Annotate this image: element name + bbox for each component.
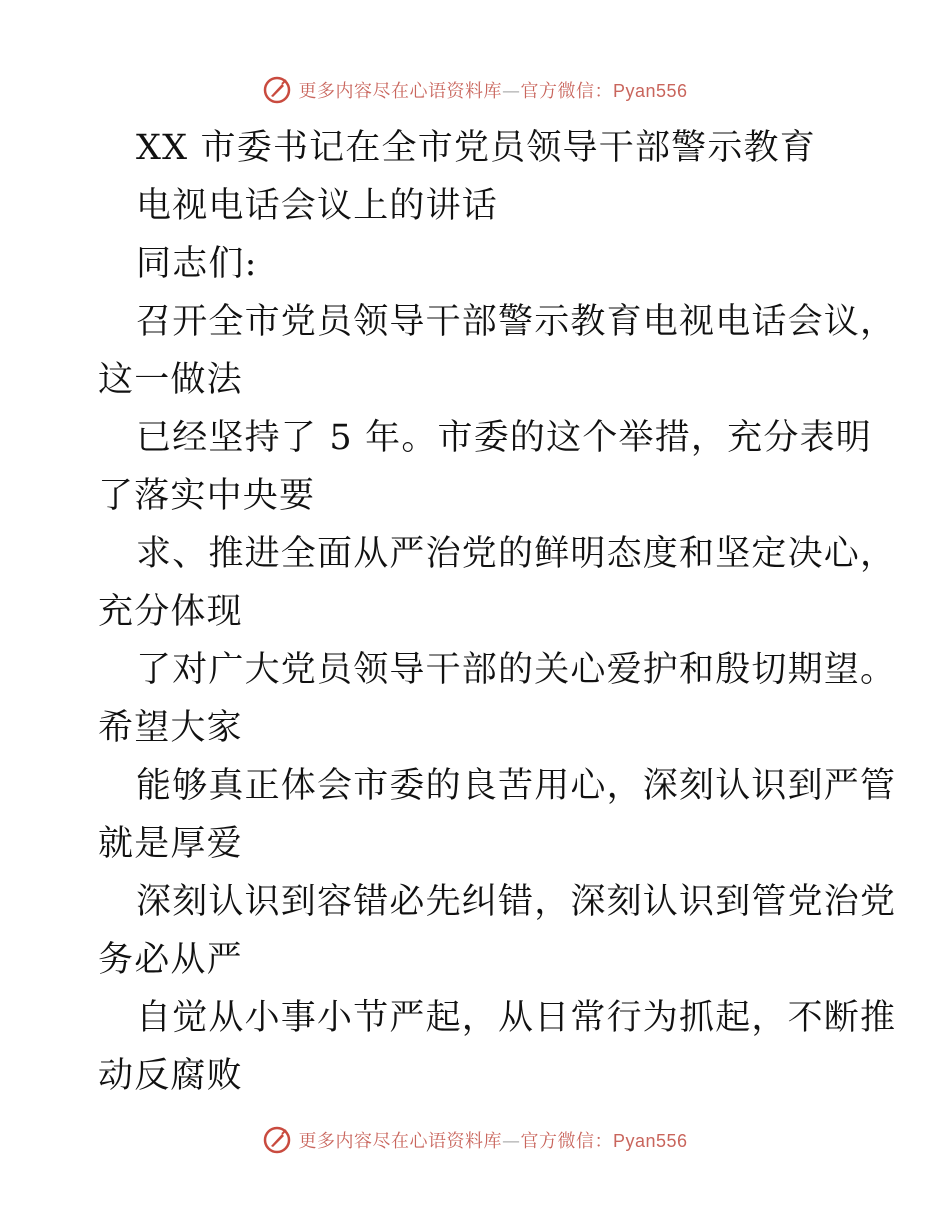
paragraph-line: 自觉从小事小节严起，从日常行为抓起，不断推 (136, 998, 897, 1038)
paragraph-line: 就是厚爱 (98, 824, 243, 864)
paragraph-line: 能够真正体会市委的良苦用心，深刻认识到严管 (136, 766, 897, 806)
paragraph-line: 求、推进全面从严治党的鲜明态度和坚定决心， (136, 534, 897, 574)
paragraph-line: 深刻认识到容错必先纠错，深刻认识到管党治党 (136, 882, 897, 922)
paragraph-line: 召开全市党员领导干部警示教育电视电话会议， (136, 302, 897, 342)
paragraph-line: 希望大家 (98, 708, 243, 748)
watermark-dash: — (501, 1131, 521, 1152)
paragraph-line: 了对广大党员领导干部的关心爱护和殷切期望。 (136, 650, 897, 690)
quill-logo-icon (262, 1125, 292, 1155)
watermark-contact-id: Pyan556 (612, 81, 688, 101)
paragraph-line: 充分体现 (98, 592, 243, 632)
watermark-dash: — (501, 81, 521, 102)
paragraph-line: 已经坚持了 5 年。市委的这个举措，充分表明 (136, 418, 872, 458)
watermark-main: 更多内容尽在心语资料库 (298, 1131, 502, 1152)
footer-watermark (0, 1120, 950, 1160)
header-watermark (0, 70, 950, 110)
watermark-contact-label: 官方微信： (520, 81, 613, 102)
document-title-line-1: XX 市委书记在全市党员领导干部警示教育 (136, 128, 816, 168)
watermark-text (298, 1127, 687, 1153)
salutation: 同志们: (136, 244, 258, 284)
watermark-main: 更多内容尽在心语资料库 (298, 81, 502, 102)
paragraph-line: 务必从严 (98, 940, 243, 980)
paragraph-line: 动反腐败 (98, 1056, 243, 1096)
quill-logo-icon (262, 75, 292, 105)
watermark-contact-id: Pyan556 (612, 1131, 688, 1151)
document-title-line-2: 电视电话会议上的讲话 (136, 186, 499, 226)
paragraph-line: 了落实中央要 (98, 476, 316, 516)
watermark-contact-label: 官方微信： (520, 1131, 613, 1152)
watermark-text (298, 77, 687, 103)
paragraph-line: 这一做法 (98, 360, 243, 400)
